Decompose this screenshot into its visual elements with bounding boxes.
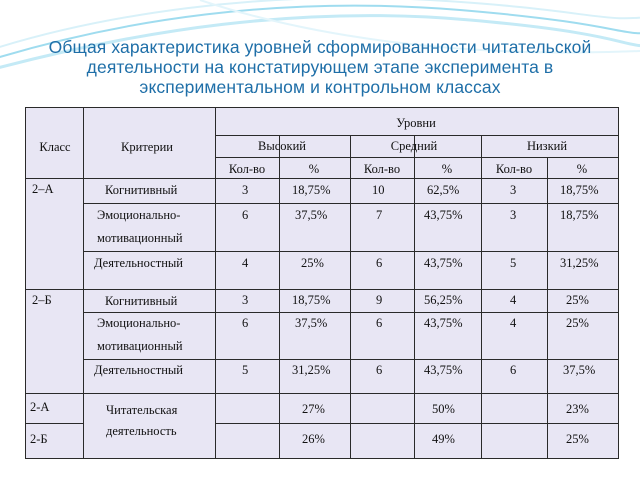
cell-value: 6 [510, 363, 517, 377]
header-high: Высокий [258, 139, 306, 153]
title-line-3: экспериментальном и контрольном классах [139, 77, 501, 97]
grid-line [215, 135, 618, 136]
cell-value: 5 [510, 256, 517, 270]
cell-value: 18,75% [292, 293, 331, 307]
grid-line [26, 423, 83, 424]
cell-value: 4 [510, 293, 517, 307]
levels-table [25, 107, 619, 459]
cell-value: 10 [372, 183, 385, 197]
cell-value: 56,25% [424, 293, 463, 307]
cell-value: 6 [242, 208, 249, 222]
class-label: 2–А [32, 182, 54, 196]
grid-line [26, 178, 618, 179]
cell-value: 9 [376, 293, 383, 307]
cell-value: 25% [566, 432, 589, 446]
criterion-label: Деятельностный [94, 363, 183, 377]
criterion-label: Эмоционально- [97, 208, 181, 222]
cell-value: 3 [242, 293, 249, 307]
header-class: Класс [39, 140, 71, 154]
grid-line [481, 135, 482, 458]
title-line-1: Общая характеристика уровней сформированности читательской [48, 37, 592, 57]
grid-line [279, 135, 280, 458]
grid-line [215, 423, 618, 424]
header-low-count: Кол-во [495, 162, 533, 176]
grid-line [26, 393, 618, 394]
cell-value: 37,5% [295, 208, 328, 222]
class-label: 2-А [30, 400, 50, 414]
header-high-count: Кол-во [228, 162, 266, 176]
grid-line [83, 108, 84, 458]
page-title [0, 37, 640, 97]
criterion-label: деятельность [106, 424, 177, 438]
cell-value: 6 [376, 363, 383, 377]
header-middle-percent: % [441, 162, 453, 176]
cell-value: 43,75% [424, 208, 463, 222]
header-low: Низкий [526, 139, 568, 153]
cell-value: 23% [566, 402, 589, 416]
cell-value: 3 [242, 183, 249, 197]
cell-value: 49% [432, 432, 455, 446]
grid-line [26, 289, 618, 290]
cell-value: 4 [242, 256, 249, 270]
cell-value: 43,75% [424, 363, 463, 377]
cell-value: 6 [376, 256, 383, 270]
cell-value: 6 [242, 316, 249, 330]
cell-value: 26% [302, 432, 325, 446]
header-middle-count: Кол-во [363, 162, 401, 176]
criterion-label: Когнитивный [105, 183, 178, 197]
header-low-percent: % [576, 162, 588, 176]
cell-value: 3 [510, 183, 517, 197]
cell-value: 25% [301, 256, 324, 270]
criterion-label: Деятельностный [94, 256, 183, 270]
criterion-label: Когнитивный [105, 294, 178, 308]
title-line-2: деятельности на констатирующем этапе эксперимента в [86, 57, 554, 77]
cell-value: 3 [510, 208, 517, 222]
grid-line [215, 157, 618, 158]
criterion-label: Читательская [106, 403, 178, 417]
header-high-percent: % [308, 162, 320, 176]
criterion-label: мотивационный [97, 231, 183, 245]
cell-value: 18,75% [560, 183, 599, 197]
class-label: 2–Б [32, 293, 52, 307]
grid-line [215, 108, 216, 458]
cell-value: 25% [566, 316, 589, 330]
cell-value: 43,75% [424, 256, 463, 270]
header-levels: Уровни [396, 116, 436, 130]
cell-value: 43,75% [424, 316, 463, 330]
cell-value: 37,5% [563, 363, 596, 377]
cell-value: 4 [510, 316, 517, 330]
cell-value: 5 [242, 363, 249, 377]
criterion-label: Эмоционально- [97, 316, 181, 330]
cell-value: 7 [376, 208, 383, 222]
cell-value: 18,75% [292, 183, 331, 197]
cell-value: 18,75% [560, 208, 599, 222]
criterion-label: мотивационный [97, 339, 183, 353]
grid-line [350, 135, 351, 458]
header-criteria: Критерии [121, 140, 173, 154]
cell-value: 31,25% [292, 363, 331, 377]
cell-value: 62,5% [427, 183, 460, 197]
class-label: 2-Б [30, 432, 48, 446]
cell-value: 50% [432, 402, 455, 416]
cell-value: 37,5% [295, 316, 328, 330]
grid-line [414, 135, 415, 458]
cell-value: 31,25% [560, 256, 599, 270]
grid-line [547, 157, 548, 458]
cell-value: 27% [302, 402, 325, 416]
cell-value: 25% [566, 293, 589, 307]
cell-value: 6 [376, 316, 383, 330]
header-middle: Средний [390, 139, 438, 153]
